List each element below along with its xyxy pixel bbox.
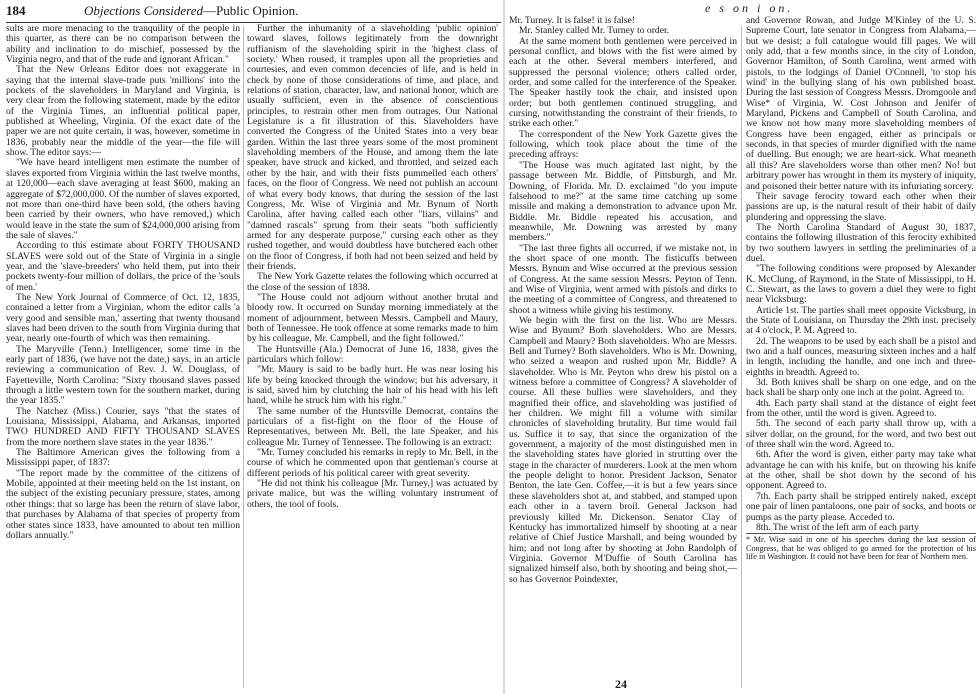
column-divider — [243, 26, 244, 688]
paragraph: The Maryville (Tenn.) Intelligencer, some time in the early part of 1836, (we have not the date,) says, in an article reviewing a communication of Rev. J. W. Douglass, of Fayetteville, North Carolina: "Sixty thousand slaves passed through a little western town for the southern market, during the year 1835." — [6, 343, 240, 407]
paragraph: Mr. Turney. It is false! it is false! — [509, 16, 635, 26]
quotation: "Mr. Maury is said to be badly hurt. He was near losing his life by being knocked through the window; but his adversary, it is said, saved him by clutching the hair of his head with his left hand, while he struck him with his right." — [247, 364, 498, 407]
text-column-1 — [6, 24, 240, 692]
quotation: "The House was much agitated last night, by the passage between Mr. Biddle, of Pittsburgh, and Mr. Downing, of Florida. Mr. D. exclaimed "do you impute falsehood to me?" at the same time catching up some missile and making a demonstration to advance upon Mr. Biddle. Mr. Biddle repeated his accusation, and meanwhile, Mr. Downing was arrested by many members." — [509, 159, 737, 244]
paragraph: Mr. Stanley called Mr. Turney to order. — [519, 25, 670, 37]
paragraph: The same number of the Huntsville Democrat, contains the particulars of a fist-fight on the floor of the House of Representatives, between Mr. Bell, the late Speaker, and his colleague Mr. Turney of Tennessee. The following is an extract: — [247, 405, 498, 448]
quotation: "The House could not adjourn without another brutal and bloody row. It occurred on Sunday morning immediately at the moment of adjournment, between Messrs. Campbell and Maury, both of Tennessee. He took offence at some remarks made to him by his colleague, Mr. Campbell, and the fight followed." — [247, 291, 498, 345]
paragraph: The correspondent of the New York Gazette gives the following, which took place about the time of the preceding affrays: — [509, 128, 737, 161]
paragraph: The New York Gazette relates the following which occurred at the close of the session of 1838. — [247, 271, 498, 293]
quotation: "The report made by the committee of the citizens of Mobile, appointed at their meeting held on the 1st instant, on the subject of the existing pecuniary pressure, states, among other things: that so large has been the return of slave labor, that purchases by Alabama of that species of property from other states since 1833, have amounted to about ten million dollars annually." — [6, 467, 240, 541]
paragraph: At the same moment both gentlemen were perceived in personal conflict, and blows with the fist were aimed by each at the other. Several members interfered, and suppressed the personal violence; others called order, order, and some called for the interference of the Speaker. The Speaker hastily took the chair, and insisted upon order; but both gentlemen continued struggling, and cursing, notwithstanding the constraint of their friends, to strike each other." — [509, 35, 737, 130]
quotation: "The last three fights all occurred, if we mistake not, in the short space of one month. The fisticuffs between Messrs. Bynum and Wise occurred at the previous session of Congress. At the same session Messrs. Peyton of Tenn. and Wise of Virginia, went armed with pistols and dirks to the meeting of a committee of Congress, and threatened to shoot a witness while giving his testimony. — [509, 242, 737, 316]
article: 5th. The second of each party shall throw up, with a silver dollar, on the ground, for the word, and two best out of three shall win the word. Agreed to. — [746, 418, 976, 451]
running-head — [6, 3, 501, 21]
article: 2d. The weapons to be used by each shall be a pistol and two and a half ounces, measuring sixteen inches and a half in length, including the handle, and one inch and three-eighths in breadth. Agreed to. — [746, 335, 976, 378]
paragraph: and Governor Rowan, and Judge M'Kinley of the U. S. Supreme Court, late senator in Congress from Alabama,—but we desist; a full catalogue would fill pages. We will only add, that a few months since, in the city of London, Governor Hamilton, of South Carolina, went armed with pistols, to the lodgings of Daniel O'Connell, 'to stop his wind' in the bullying slang of his own published boast. During the last session of Congress Messrs. Dromgoole and Wise* of Virginia, W. Cost Johnson and Jenifer of Maryland, Pickens and Campbell of South Carolina, and we know not how many more slaveholding members of Congress have been engaged, either as principals or seconds, in that species of murder dignified with the name of duelling. But enough; we are heart-sick. What meaneth all this? Are slaveholders worse than other men? No! but arbitrary power has wrought in them its mystery of iniquity, and poisoned their better nature with its infuriating sorcery. — [746, 16, 976, 192]
paragraph: According to this estimate about FORTY THOUSAND SLAVES were sold out of the State of Virginia in a single year, and the 'slave-breeders' who held them, put into their pockets twenty-four million of dollars, the price of the 'souls of men.' — [6, 240, 240, 293]
page-number: 24 — [615, 677, 627, 691]
header-rule — [6, 22, 501, 23]
quotation: "Mr. Turney concluded his remarks in reply to Mr. Bell, in the course of which he commented upon that gentleman's course at different periods of his political career with great severity. — [247, 447, 498, 479]
article: 8th. The wrist of the left arm of each party — [756, 521, 919, 533]
footnote: * Mr. Wise said in one of his speeches during the last session of Congress, that he was obliged to go armed for the protection of his life in Washington. It could not have been for fear of Northern men. — [746, 535, 976, 562]
quotation: "We have heard intelligent men estimate the number of slaves exported from Virginia within the last twelve months, at 120,000—each slave averaging at least $600, making an aggregate of $72,000,000. Of the number of slaves exported, not more than one-third have been sold, (the others having been carried by their owners, who have removed,) which would leave in the state the sum of $24,000,000 arising from the sale of slaves." — [6, 157, 240, 241]
paragraph: The New York Journal of Commerce of Oct. 12, 1835, contained a letter from a Virginian, whom the editor calls 'a very good and sensible man,' asserting that twenty thousand slaves had been driven to the south from Virginia during that year, nearly one-fourth of which was then remaining. — [6, 291, 240, 345]
column-divider — [741, 26, 742, 688]
article: Article 1st. The parties shall meet opposite Vicksburg, in the State of Louisiana, on Thursday the 29th inst. precisely at 4 o'clock, P. M. Agreed to. — [746, 304, 976, 337]
quotation: "He did not think his colleague [Mr. Turney,] was actuated by private malice, but was the willing voluntary instrument of others, the tool of fools. — [247, 478, 498, 510]
running-title-italic: Objections Considered — [84, 3, 204, 18]
paragraph: Further the inhumanity of a slaveholding 'public opinion' toward slaves, follows legitimately from the downright ruffianism of the slaveholding spirit in the 'highest class of society.' When roused, it tramples upon all the proprieties and courtesies, and even common decencies of life, and is held in check by none of those considerations of time, and place, and relations of station, character, law, and national honor, which are usually sufficient, even in the absence of conscientious principles, to restrain other men from outrages. Our National Legislature is a fit illustration of this. Slaveholders have converted the Congress of the United States into a very bear garden. Within the last three years some of the most prominent slaveholding members of the House, and among them the late speaker, have struck and kicked, and throttled, and seized each other by the hair, and with their fists pummelled each others' faces, on the floor of Congress. We need not publish an account of what every body knows, that during the session of the last Congress, Mr. Wise of Virginia and Mr. Bynum of North Carolina, after having called each other "liars, villains" and "damned rascals" sprung from their seats "both sufficiently armed for any desperate purpose," cursing each other as they rushed together, and would doubtless have butchered each other on the floor of Congress, if both had not been seized and held by their friends. — [247, 24, 498, 272]
article: 7th. Each party shall be stripped entirely naked, except one pair of linen pantaloons, one pair of socks, and boots or pumps as the party please. Acceded to. — [746, 490, 976, 523]
page-number: 184 — [6, 3, 26, 18]
paragraph: The Huntsville (Ala.) Democrat of June 16, 1838, gives the particulars which follow: — [247, 343, 498, 365]
text-column-2 — [247, 24, 498, 692]
paragraph: We begin with the first on the list. Who are Messrs. Wise and Bynum? Both slaveholders. Who are Messrs. Campbell and Maury? Both slaveholders. Who are Messrs. Bell and Turney? Both slaveholders. Who is Mr. Downing, who seized a weapon and rushed upon Mr. Biddle? A slaveholder. Who is Mr. Peyton who drew his pistol on a witness before a committee of Congress? A slaveholder of course. All these bullies were slaveholders, and they magnified their office, and slaveholding was justified of her children. We might fill a volume with similar chronicles of slaveholding brutality. But time would fail us. Suffice it to say, that since the organization of the government, a majority of the most distinguished men in the slaveholding states have gloried in strutting over the stage in the character of murderers. Look at the men whom the people delight to honor. President Jackson, Senator Benton, the late Gen. Coffee,—it is but a few years since these slaveholders shot at, and stabbed, and stamped upon each other in a tavern broil. General Jackson had previously killed Mr. Dickenson. Senator Clay of Kentucky has immortalized himself by shooting at a near relative of Chief Justice Marshall, and being wounded by him; and not long after by shooting at John Randolph of Virginia. Governor M'Duffie of South Carolina has signalized himself also, both by shooting and being shot,—so has Governor Poindexter, — [509, 314, 737, 585]
running-title — [84, 3, 298, 19]
paragraph: The Natchez (Miss.) Courier, says "that the states of Louisiana, Mississippi, Alabama, and Arkansas, imported TWO HUNDRED AND FIFTY THOUSAND SLAVES from the more northern slave states in the year 1836." — [6, 405, 240, 448]
paragraph: That the New Orleans Editor does not exaggerate in saying that the internal slave-trade puts 'millions' into the pockets of the slaveholders in Maryland and Virginia, is very clear from the following statement, made by the editor of the Virginia Times, an influential political paper, published at Wheeling, Virginia. Of the exact date of the paper we are not quite certain, it was, however, sometime in 1836, probably near the middle of the year—the file will show. The editor says:— — [6, 64, 240, 159]
right-page — [505, 0, 980, 694]
article: 6th. After the word is given, either party may take what advantage he can with his knife, but on throwing his knife at the other, shall be shot down by the second of his opponent. Agreed to. — [746, 449, 976, 492]
paragraph: The North Carolina Standard of August 30, 1837, contains the following illustration of this ferocity exhibited by two southern lawyers in settling the preliminaries of a duel. — [746, 221, 976, 264]
quotation: "The following conditions were proposed by Alexander K. McClung, of Raymond, in the State of Mississippi, to H. C. Stewart, as the laws to govern a duel they were to fight near Vicksburg: — [746, 263, 976, 306]
paragraph: Their savage ferocity toward each other when their passions are up, is the natural result of their habit of daily plundering and oppressing the slave. — [746, 190, 976, 223]
article: 4th. Each party shall stand at the distance of eight feet from the other, until the word is given. Agreed to. — [746, 397, 976, 420]
text-column-3 — [509, 16, 737, 676]
running-title-rest: —Public Opinion. — [203, 3, 299, 18]
paragraph: The Baltimore American gives the following from a Mississippi paper, of 1837: — [6, 447, 240, 469]
article: 3d. Both knives shall be sharp on one edge, and on the back shall be sharp only one inch at the point. Agreed to. — [746, 377, 976, 399]
text-column-4 — [746, 16, 976, 692]
running-head: e s on i on. — [705, 1, 794, 15]
paragraph: sults are more menacing to the tranquility of the people in this quarter, as there can be no comparison between the ability and inclination to do mischief, possessed by the Virginia negro, and that of the rude and ignorant African." — [6, 24, 240, 66]
